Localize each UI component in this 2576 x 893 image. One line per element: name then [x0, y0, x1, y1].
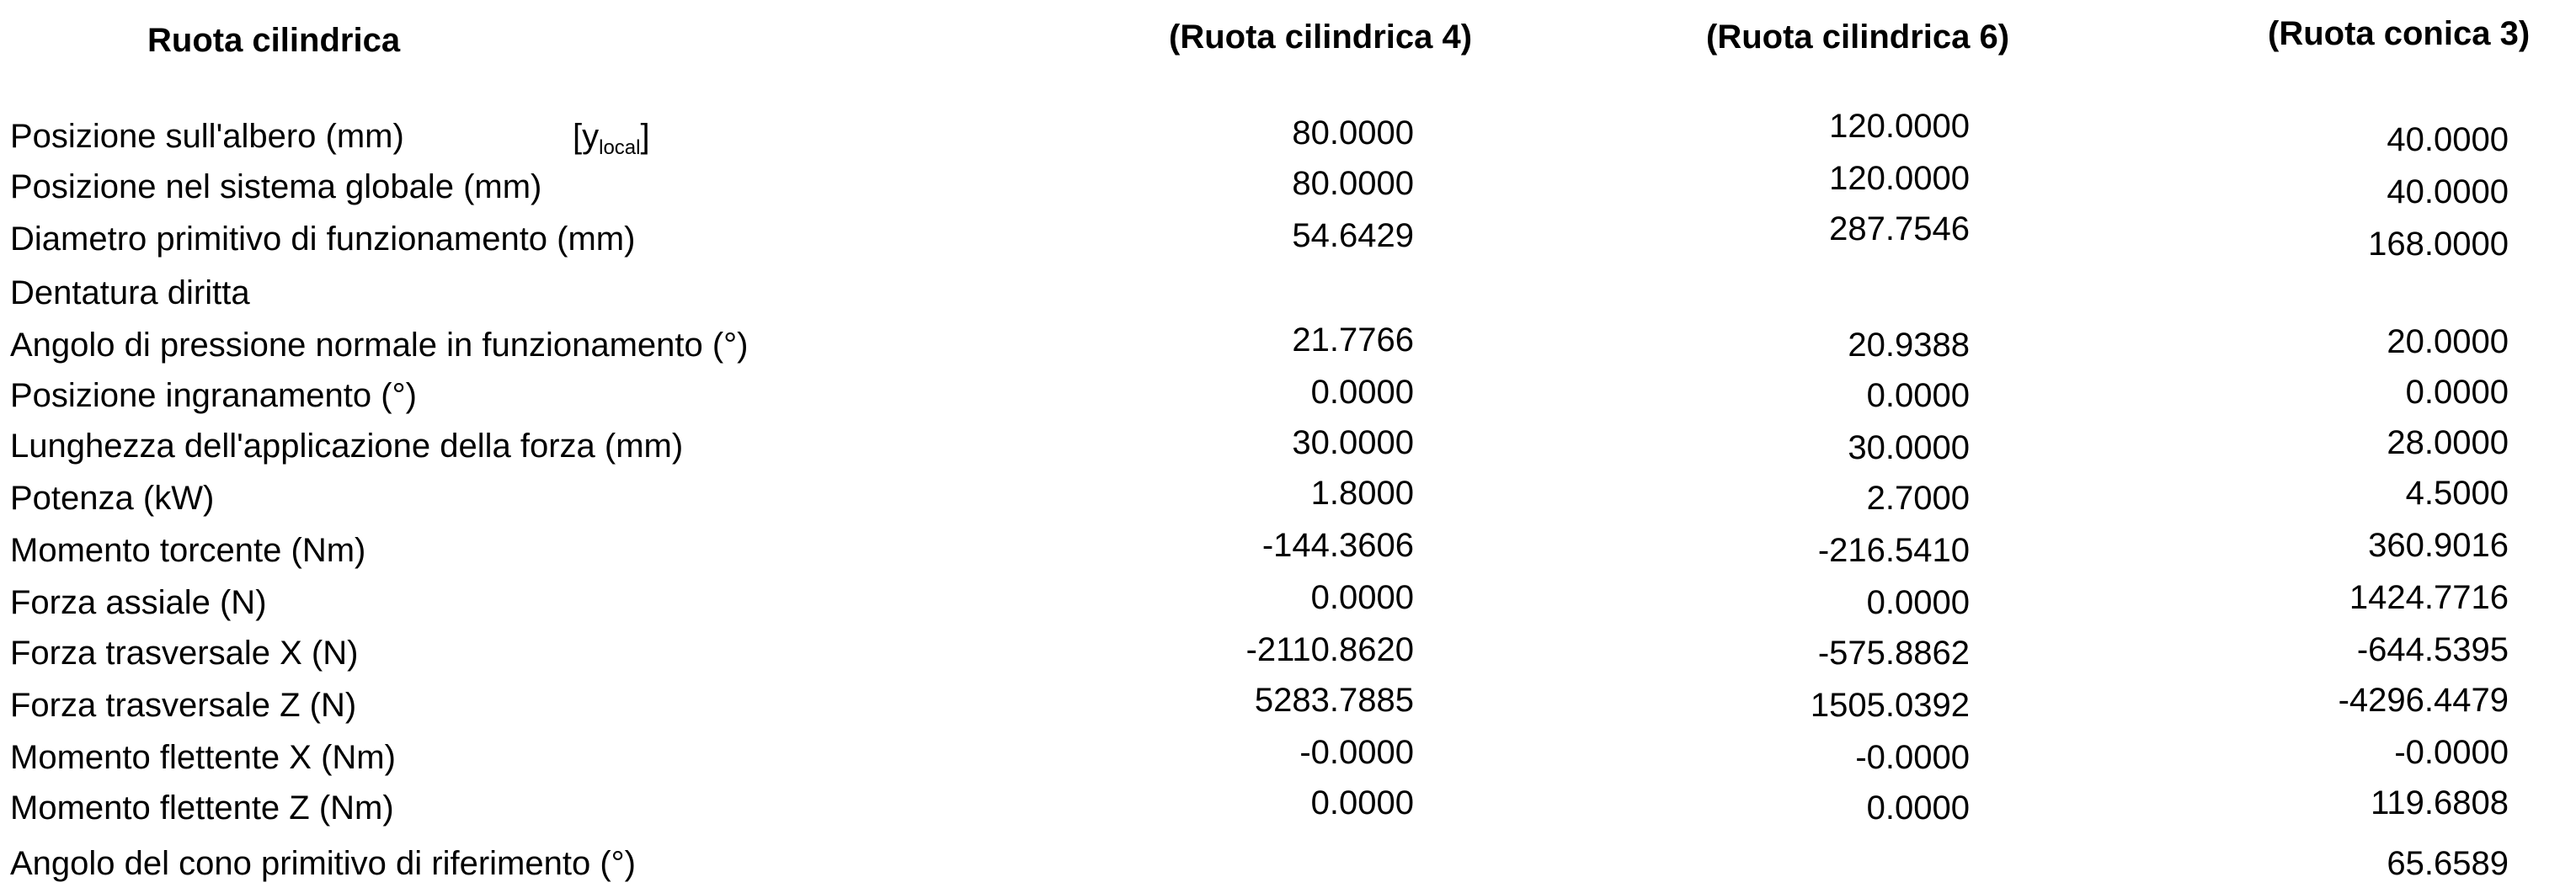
row-value-col1: -0.0000 — [1299, 734, 1414, 771]
row-value-col1: 0.0000 — [1310, 784, 1414, 821]
row-value-col1: 1.8000 — [1310, 475, 1414, 512]
row-value-col2: 1505.0392 — [1810, 687, 1970, 724]
row-label: Forza assiale (N) — [10, 584, 267, 621]
column-header-ruota-cilindrica-4: (Ruota cilindrica 4) — [1169, 19, 1473, 56]
row-value-col1: 0.0000 — [1310, 579, 1414, 616]
row-label: Forza trasversale Z (N) — [10, 687, 357, 724]
row-value-col1: 54.6429 — [1292, 217, 1414, 254]
row-value-col3: 360.9016 — [2368, 527, 2509, 564]
row-value-col3: 28.0000 — [2387, 424, 2509, 461]
row-label: Momento flettente X (Nm) — [10, 739, 396, 776]
row-value-col3: 1424.7716 — [2349, 579, 2509, 616]
table-title: Ruota cilindrica — [147, 22, 401, 59]
row-value-col2: 0.0000 — [1866, 584, 1970, 621]
row-label: Angolo del cono primitivo di riferimento (°) — [10, 845, 636, 882]
row-value-col3: 119.6808 — [2371, 784, 2509, 821]
column-header-ruota-cilindrica-6: (Ruota cilindrica 6) — [1706, 19, 2010, 56]
row-label: Potenza (kW) — [10, 480, 215, 517]
row-label: Diametro primitivo di funzionamento (mm) — [10, 221, 636, 258]
row-value-col2: -216.5410 — [1817, 532, 1970, 569]
row-value-col1: 80.0000 — [1292, 165, 1414, 202]
column-header-ruota-conica-3: (Ruota conica 3) — [2268, 15, 2531, 52]
row-value-col1: 30.0000 — [1292, 424, 1414, 461]
row-value-col2: 0.0000 — [1866, 377, 1970, 414]
row-label: Momento torcente (Nm) — [10, 532, 366, 569]
row-value-col3: -0.0000 — [2394, 734, 2509, 771]
row-value-col2: 120.0000 — [1829, 108, 1970, 145]
row-value-col2: 2.7000 — [1866, 480, 1970, 517]
row-value-col1: 5283.7885 — [1254, 682, 1414, 719]
row-label: Angolo di pressione normale in funzionamento (°) — [10, 327, 749, 364]
row-label: Posizione nel sistema globale (mm) — [10, 168, 542, 205]
row-value-col2: 287.7546 — [1829, 210, 1970, 247]
row-value-col3: 20.0000 — [2387, 323, 2509, 360]
ylocal-annotation — [573, 116, 650, 168]
ylocal-subscript: local — [599, 136, 641, 159]
row-value-col3: 0.0000 — [2405, 374, 2509, 411]
row-value-col3: 168.0000 — [2368, 226, 2509, 263]
row-value-col1: 0.0000 — [1310, 374, 1414, 411]
row-label: Forza trasversale X (N) — [10, 635, 359, 672]
row-value-col2: 20.9388 — [1848, 327, 1970, 364]
row-label: Dentatura diritta — [10, 274, 250, 311]
row-value-col1: -2110.8620 — [1245, 631, 1414, 668]
row-label: Posizione sull'albero (mm) — [10, 118, 404, 155]
row-value-col2: 30.0000 — [1848, 429, 1970, 466]
row-value-col3: 65.6589 — [2387, 845, 2509, 882]
row-value-col2: -575.8862 — [1817, 635, 1970, 672]
ylocal-close: ] — [640, 118, 650, 155]
row-value-col1: 21.7766 — [1292, 322, 1414, 359]
ylocal-open: [y — [573, 118, 600, 155]
row-value-col3: 4.5000 — [2405, 475, 2509, 512]
row-label: Momento flettente Z (Nm) — [10, 789, 394, 827]
row-value-col3: 40.0000 — [2387, 121, 2509, 158]
row-value-col1: -144.3606 — [1261, 527, 1414, 564]
row-label: Posizione ingranamento (°) — [10, 377, 417, 414]
row-value-col3: -4296.4479 — [2338, 682, 2509, 719]
row-value-col3: -644.5395 — [2356, 631, 2509, 668]
row-value-col2: 0.0000 — [1866, 789, 1970, 827]
row-value-col3: 40.0000 — [2387, 173, 2509, 210]
row-value-col2: 120.0000 — [1829, 160, 1970, 197]
row-label: Lunghezza dell'applicazione della forza (mm) — [10, 428, 684, 465]
row-value-col1: 80.0000 — [1292, 114, 1414, 151]
row-value-col2: -0.0000 — [1855, 739, 1970, 776]
